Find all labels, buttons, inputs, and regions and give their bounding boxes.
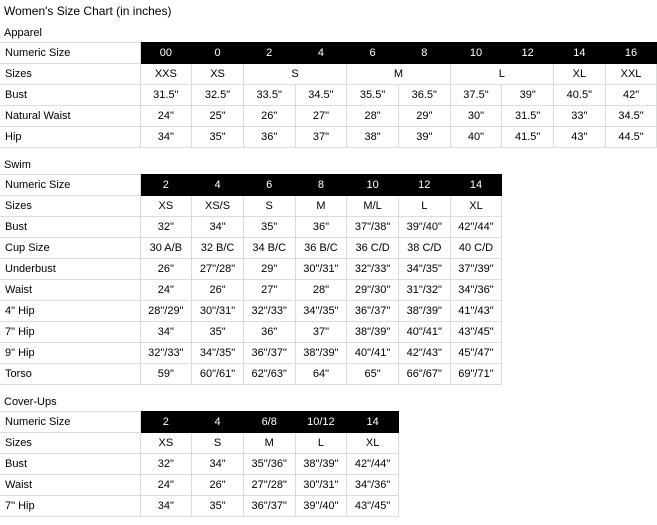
table-cell: 59" xyxy=(140,364,192,385)
table-cell: 34"/36" xyxy=(347,475,399,496)
table-cell: 66"/67" xyxy=(398,364,450,385)
table-cell: 26" xyxy=(192,475,244,496)
table-cell: 28"/29" xyxy=(140,301,192,322)
table-cell-empty xyxy=(554,475,606,496)
table-cell: 33" xyxy=(554,106,606,127)
table-cell: 35" xyxy=(243,217,295,238)
table-cell: XS/S xyxy=(192,196,244,217)
table-cell: 10/12 xyxy=(295,412,347,433)
table-cell: 27"/28" xyxy=(243,475,295,496)
table-cell: 34"/35" xyxy=(192,343,244,364)
table-cell: 31.5" xyxy=(140,85,192,106)
table-cell-empty xyxy=(502,301,554,322)
table-cell: 36 C/D xyxy=(347,238,399,259)
table-row xyxy=(0,175,657,196)
table-cell: 41.5" xyxy=(502,127,554,148)
table-row xyxy=(0,343,657,364)
table-cell: 35"/36" xyxy=(243,454,295,475)
row-label: Numeric Size xyxy=(0,175,140,196)
table-cell: 31.5" xyxy=(502,106,554,127)
section-label: Apparel xyxy=(4,27,42,39)
table-row xyxy=(0,43,657,64)
table-cell-empty xyxy=(502,322,554,343)
table-cell: 36" xyxy=(243,322,295,343)
table-cell: L xyxy=(295,433,347,454)
table-cell: 00 xyxy=(140,43,192,64)
table-cell-empty xyxy=(502,454,554,475)
table-cell: 65" xyxy=(347,364,399,385)
table-cell: 40"/41" xyxy=(398,322,450,343)
table-cell-empty xyxy=(554,217,606,238)
table-cell-empty xyxy=(398,496,450,517)
table-cell-empty xyxy=(450,496,502,517)
table-cell: XL xyxy=(450,196,502,217)
table-cell-empty xyxy=(502,496,554,517)
table-cell: 2 xyxy=(243,43,295,64)
table-cell-empty xyxy=(605,280,657,301)
row-label: Numeric Size xyxy=(0,412,140,433)
table-cell-empty xyxy=(605,364,657,385)
table-cell: 8 xyxy=(398,43,450,64)
row-label: Cup Size xyxy=(0,238,140,259)
row-label: Sizes xyxy=(0,64,140,85)
table-cell: 26" xyxy=(140,259,192,280)
table-cell: 36" xyxy=(295,217,347,238)
table-cell: M xyxy=(243,433,295,454)
table-row xyxy=(0,412,657,433)
table-row xyxy=(0,85,657,106)
section-label: Swim xyxy=(4,159,31,171)
table-cell: 38"/39" xyxy=(347,322,399,343)
table-cell: 40" xyxy=(450,127,502,148)
table-cell: 10 xyxy=(347,175,399,196)
table-cell: 30"/31" xyxy=(295,259,347,280)
table-cell-empty xyxy=(450,412,502,433)
table-cell: 60"/61" xyxy=(192,364,244,385)
table-cell: 37"/39" xyxy=(450,259,502,280)
section-label: Cover-Ups xyxy=(4,396,57,408)
row-label: 4" Hip xyxy=(0,301,140,322)
table-cell: XS xyxy=(140,196,192,217)
table-cell-empty xyxy=(554,196,606,217)
table-cell: 34.5" xyxy=(295,85,347,106)
table-cell-empty xyxy=(502,217,554,238)
table-cell-empty xyxy=(554,343,606,364)
table-cell: 42"/44" xyxy=(450,217,502,238)
table-cell: 32" xyxy=(140,217,192,238)
table-cell: 6 xyxy=(243,175,295,196)
table-cell: 36"/37" xyxy=(243,496,295,517)
section-spacer xyxy=(0,148,657,156)
table-cell: 34" xyxy=(140,496,192,517)
table-cell: 35.5" xyxy=(347,85,399,106)
table-row xyxy=(0,64,657,85)
row-label: Bust xyxy=(0,217,140,238)
table-cell: 37" xyxy=(295,127,347,148)
table-row xyxy=(0,301,657,322)
table-cell: 34" xyxy=(140,322,192,343)
table-cell: 30"/31" xyxy=(295,475,347,496)
table-cell-empty xyxy=(502,364,554,385)
table-cell: 35" xyxy=(192,127,244,148)
table-cell: 16 xyxy=(605,43,657,64)
table-cell: 36"/37" xyxy=(347,301,399,322)
table-cell: 27"/28" xyxy=(192,259,244,280)
table-cell: 24" xyxy=(140,280,192,301)
table-cell: 32"/33" xyxy=(140,343,192,364)
table-cell-empty xyxy=(605,196,657,217)
table-cell-empty xyxy=(398,454,450,475)
table-cell: 24" xyxy=(140,106,192,127)
table-cell: XS xyxy=(140,433,192,454)
table-cell: L xyxy=(398,196,450,217)
table-cell: 14 xyxy=(347,412,399,433)
table-cell: 45"/47" xyxy=(450,343,502,364)
table-cell: 40 C/D xyxy=(450,238,502,259)
table-cell: 42"/43" xyxy=(398,343,450,364)
table-cell-empty xyxy=(605,433,657,454)
table-cell: 25" xyxy=(192,106,244,127)
table-row xyxy=(0,454,657,475)
table-row xyxy=(0,475,657,496)
table-cell: M/L xyxy=(347,196,399,217)
table-cell: M xyxy=(347,64,450,85)
row-label: Sizes xyxy=(0,196,140,217)
table-cell: 38"/39" xyxy=(295,454,347,475)
table-cell-empty xyxy=(450,454,502,475)
table-cell: 6/8 xyxy=(243,412,295,433)
table-cell: 27" xyxy=(243,280,295,301)
row-label: Sizes xyxy=(0,433,140,454)
table-cell-empty xyxy=(554,496,606,517)
table-cell: 4 xyxy=(192,175,244,196)
table-cell: 62"/63" xyxy=(243,364,295,385)
table-cell-empty xyxy=(502,196,554,217)
table-cell: 29" xyxy=(398,106,450,127)
table-cell: 10 xyxy=(450,43,502,64)
table-cell-empty xyxy=(605,301,657,322)
row-label: 7" Hip xyxy=(0,322,140,343)
table-cell: M xyxy=(295,196,347,217)
table-cell: 14 xyxy=(554,43,606,64)
table-cell: 42" xyxy=(605,85,657,106)
table-cell-empty xyxy=(605,175,657,196)
section-spacer xyxy=(0,385,657,393)
table-cell-empty xyxy=(502,412,554,433)
table-cell: 34.5" xyxy=(605,106,657,127)
section-spacer xyxy=(0,517,657,525)
table-cell: XS xyxy=(192,64,244,85)
table-cell-empty xyxy=(554,175,606,196)
table-cell: 32"/33" xyxy=(243,301,295,322)
table-cell: 28" xyxy=(347,106,399,127)
table-cell: 35" xyxy=(192,322,244,343)
table-cell-empty xyxy=(554,364,606,385)
row-label: Underbust xyxy=(0,259,140,280)
table-cell-empty xyxy=(450,475,502,496)
table-cell: 33.5" xyxy=(243,85,295,106)
table-cell: 31"/32" xyxy=(398,280,450,301)
table-row xyxy=(0,433,657,454)
table-cell-empty xyxy=(605,496,657,517)
table-cell: 2 xyxy=(140,175,192,196)
table-cell: 30"/31" xyxy=(192,301,244,322)
table-cell: 40.5" xyxy=(554,85,606,106)
table-row xyxy=(0,364,657,385)
table-cell: 37" xyxy=(295,322,347,343)
table-row xyxy=(0,127,657,148)
table-cell: 38 C/D xyxy=(398,238,450,259)
table-cell: 34" xyxy=(192,454,244,475)
table-cell: XXL xyxy=(605,64,657,85)
table-cell: 6 xyxy=(347,43,399,64)
table-row xyxy=(0,196,657,217)
table-cell: 36" xyxy=(243,127,295,148)
table-cell-empty xyxy=(605,343,657,364)
table-cell-empty xyxy=(450,433,502,454)
table-cell: 4 xyxy=(295,43,347,64)
table-cell-empty xyxy=(502,259,554,280)
table-row xyxy=(0,496,657,517)
table-cell: 27" xyxy=(295,106,347,127)
table-cell-empty xyxy=(398,475,450,496)
row-label: Bust xyxy=(0,454,140,475)
row-label: Waist xyxy=(0,280,140,301)
table-cell: XL xyxy=(554,64,606,85)
table-cell: 37"/38" xyxy=(347,217,399,238)
table-row xyxy=(0,106,657,127)
table-cell: 32" xyxy=(140,454,192,475)
table-cell: 43" xyxy=(554,127,606,148)
page-title: Women's Size Chart (in inches) xyxy=(4,4,172,18)
table-cell-empty xyxy=(502,433,554,454)
table-cell: 12 xyxy=(398,175,450,196)
table-cell: 38"/39" xyxy=(398,301,450,322)
table-cell: 36 B/C xyxy=(295,238,347,259)
table-cell: 42"/44" xyxy=(347,454,399,475)
table-cell: 24" xyxy=(140,475,192,496)
table-cell-empty xyxy=(605,412,657,433)
table-cell: 28" xyxy=(295,280,347,301)
table-cell: 39"/40" xyxy=(295,496,347,517)
table-cell: 35" xyxy=(192,496,244,517)
sections-container xyxy=(0,24,657,525)
table-cell: 29"/30" xyxy=(347,280,399,301)
table-cell-empty xyxy=(554,454,606,475)
table-cell: 43"/45" xyxy=(450,322,502,343)
table-cell-empty xyxy=(398,433,450,454)
table-cell-empty xyxy=(502,475,554,496)
table-cell: 26" xyxy=(192,280,244,301)
table-cell: 64" xyxy=(295,364,347,385)
table-cell: 26" xyxy=(243,106,295,127)
row-label: Hip xyxy=(0,127,140,148)
table-cell: 36"/37" xyxy=(243,343,295,364)
table-cell: 8 xyxy=(295,175,347,196)
table-cell: 39" xyxy=(398,127,450,148)
table-cell: 34"/35" xyxy=(295,301,347,322)
table-cell: 41"/43" xyxy=(450,301,502,322)
size-table xyxy=(0,174,657,385)
row-label: Bust xyxy=(0,85,140,106)
row-label: Waist xyxy=(0,475,140,496)
table-cell: 0 xyxy=(192,43,244,64)
table-cell: XL xyxy=(347,433,399,454)
size-table xyxy=(0,42,657,148)
row-label: Natural Waist xyxy=(0,106,140,127)
table-cell-empty xyxy=(398,412,450,433)
table-cell-empty xyxy=(605,322,657,343)
table-cell-empty xyxy=(605,454,657,475)
table-cell: 44.5" xyxy=(605,127,657,148)
table-cell: 34"/36" xyxy=(450,280,502,301)
table-cell: 34 B/C xyxy=(243,238,295,259)
table-cell: 29" xyxy=(243,259,295,280)
table-cell: 39" xyxy=(502,85,554,106)
table-cell-empty xyxy=(605,238,657,259)
table-cell: S xyxy=(243,196,295,217)
table-cell: 32"/33" xyxy=(347,259,399,280)
table-cell: 30 A/B xyxy=(140,238,192,259)
table-cell: 40"/41" xyxy=(347,343,399,364)
row-label: Numeric Size xyxy=(0,43,140,64)
table-cell-empty xyxy=(502,343,554,364)
table-cell-empty xyxy=(605,475,657,496)
table-cell: 32 B/C xyxy=(192,238,244,259)
table-cell: 34"/35" xyxy=(398,259,450,280)
table-cell-empty xyxy=(502,175,554,196)
table-cell: 14 xyxy=(450,175,502,196)
table-cell-empty xyxy=(554,322,606,343)
table-cell: 37.5" xyxy=(450,85,502,106)
table-cell: 38" xyxy=(347,127,399,148)
table-cell: 34" xyxy=(140,127,192,148)
table-cell: 36.5" xyxy=(398,85,450,106)
row-label: 9" Hip xyxy=(0,343,140,364)
table-row xyxy=(0,238,657,259)
table-cell: S xyxy=(192,433,244,454)
table-cell: S xyxy=(243,64,346,85)
table-cell: 69"/71" xyxy=(450,364,502,385)
table-cell-empty xyxy=(502,238,554,259)
table-cell: 43"/45" xyxy=(347,496,399,517)
table-cell: 39"/40" xyxy=(398,217,450,238)
table-cell: 34" xyxy=(192,217,244,238)
table-cell: L xyxy=(450,64,553,85)
row-label: 7" Hip xyxy=(0,496,140,517)
table-cell: 30" xyxy=(450,106,502,127)
table-cell-empty xyxy=(554,280,606,301)
table-cell-empty xyxy=(554,301,606,322)
table-cell-empty xyxy=(554,259,606,280)
table-row xyxy=(0,217,657,238)
row-label: Torso xyxy=(0,364,140,385)
table-row xyxy=(0,322,657,343)
table-cell-empty xyxy=(605,259,657,280)
table-cell: 12 xyxy=(502,43,554,64)
table-cell: 32.5" xyxy=(192,85,244,106)
table-row xyxy=(0,259,657,280)
table-cell-empty xyxy=(605,217,657,238)
table-cell-empty xyxy=(554,433,606,454)
table-row xyxy=(0,280,657,301)
table-cell: 4 xyxy=(192,412,244,433)
table-cell: 38"/39" xyxy=(295,343,347,364)
table-cell-empty xyxy=(554,238,606,259)
table-cell-empty xyxy=(502,280,554,301)
table-cell: 2 xyxy=(140,412,192,433)
size-table xyxy=(0,411,657,517)
table-cell: XXS xyxy=(140,64,192,85)
table-cell-empty xyxy=(554,412,606,433)
